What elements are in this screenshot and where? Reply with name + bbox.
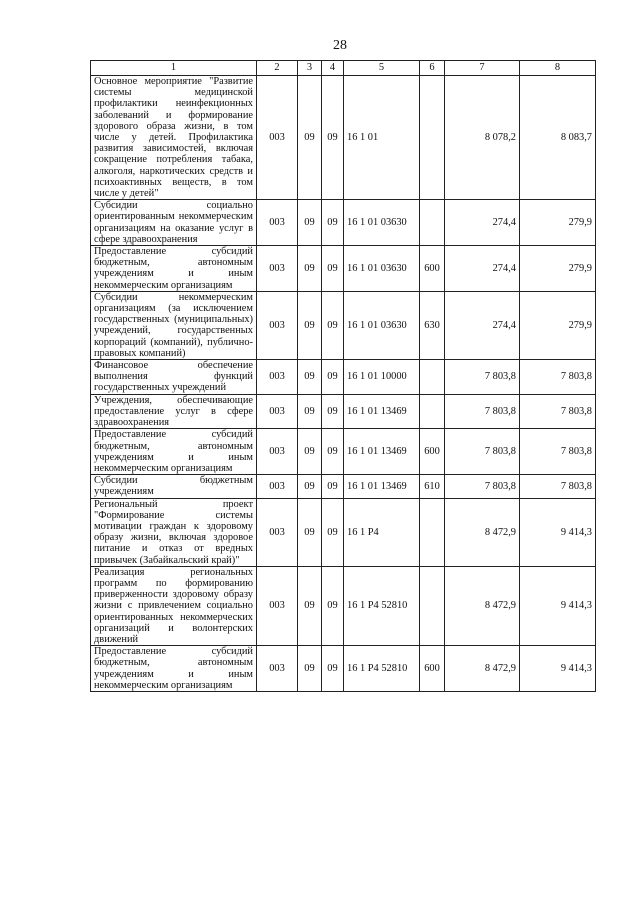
row-subsection: 09: [322, 360, 344, 395]
row-csr: 16 1 01 13469: [344, 429, 420, 475]
row-subsection: 09: [322, 566, 344, 645]
row-name: Основное мероприятие "Развитие системы медицинской профилактики неинфекционных заболеваний и формирование здорового образа жизни, в том числе у детей. Профилактика развития зависимостей, включая сокращение потребления табака, алкоголя, наркотических средств и психоактивных веществ, в том числе у детей": [91, 76, 257, 200]
row-sum2: 8 083,7: [520, 76, 596, 200]
row-vr: 600: [420, 646, 445, 692]
row-ministry: 003: [257, 475, 298, 498]
row-name: Предоставление субсидий бюджетным, автономным учреждениям и иным некоммерческим организациям: [91, 246, 257, 292]
col-header-subsection: 4: [322, 61, 344, 76]
row-ministry: 003: [257, 646, 298, 692]
table-row: [91, 360, 596, 395]
row-name: Учреждения, обеспечивающие предоставление услуг в сфере здравоохранения: [91, 394, 257, 429]
header-row: [91, 61, 596, 76]
row-sum2: 9 414,3: [520, 498, 596, 566]
row-name: Региональный проект "Формирование системы мотивации граждан к здоровому образу жизни, включая здоровое питание и отказ от вредных привычек (Забайкальский край)": [91, 498, 257, 566]
page-number: 28: [333, 38, 347, 53]
row-vr: [420, 566, 445, 645]
row-name: Финансовое обеспечение выполнения функций государственных учреждений: [91, 360, 257, 395]
row-subsection: 09: [322, 291, 344, 359]
row-name: Субсидии некоммерческим организациям (за исключением государственных (муниципальных) учреждений, государственных корпораций (компаний), публично-правовых компаний): [91, 291, 257, 359]
row-csr: 16 1 01 10000: [344, 360, 420, 395]
row-section: 09: [298, 200, 322, 246]
table-row: [91, 394, 596, 429]
row-subsection: 09: [322, 246, 344, 292]
row-section: 09: [298, 246, 322, 292]
table-row: [91, 291, 596, 359]
col-header-name: 1: [91, 61, 257, 76]
row-subsection: 09: [322, 76, 344, 200]
row-sum1: 8 472,9: [445, 498, 520, 566]
row-subsection: 09: [322, 475, 344, 498]
row-sum2: 7 803,8: [520, 394, 596, 429]
row-vr: [420, 200, 445, 246]
row-vr: [420, 76, 445, 200]
row-subsection: 09: [322, 394, 344, 429]
table-row: [91, 498, 596, 566]
row-sum2: 279,9: [520, 246, 596, 292]
col-header-sum2: 8: [520, 61, 596, 76]
budget-table: [90, 60, 596, 692]
row-vr: 610: [420, 475, 445, 498]
col-header-ministry: 2: [257, 61, 298, 76]
table-row: [91, 246, 596, 292]
row-name: Предоставление субсидий бюджетным, автономным учреждениям и иным некоммерческим организациям: [91, 646, 257, 692]
row-name: Реализация региональных программ по формированию приверженности здоровому образу жизни с привлечением социально ориентированных некоммерческих организаций и волонтерских движений: [91, 566, 257, 645]
row-vr: 600: [420, 429, 445, 475]
row-sum2: 279,9: [520, 291, 596, 359]
row-ministry: 003: [257, 566, 298, 645]
row-csr: 16 1 01 13469: [344, 475, 420, 498]
row-sum1: 8 078,2: [445, 76, 520, 200]
row-sum1: 7 803,8: [445, 429, 520, 475]
table-row: [91, 646, 596, 692]
row-section: 09: [298, 566, 322, 645]
row-vr: [420, 394, 445, 429]
row-ministry: 003: [257, 291, 298, 359]
row-subsection: 09: [322, 646, 344, 692]
table-row: [91, 475, 596, 498]
row-sum2: 9 414,3: [520, 566, 596, 645]
col-header-section: 3: [298, 61, 322, 76]
row-sum1: 7 803,8: [445, 394, 520, 429]
row-vr: 630: [420, 291, 445, 359]
row-vr: 600: [420, 246, 445, 292]
row-sum2: 7 803,8: [520, 360, 596, 395]
row-section: 09: [298, 291, 322, 359]
row-ministry: 003: [257, 246, 298, 292]
row-sum2: 7 803,8: [520, 429, 596, 475]
row-name: Субсидии социально ориентированным некоммерческим организациям на оказание услуг в сфере здравоохранения: [91, 200, 257, 246]
row-sum2: 279,9: [520, 200, 596, 246]
row-sum1: 274,4: [445, 200, 520, 246]
row-csr: 16 1 01 13469: [344, 394, 420, 429]
row-sum2: 7 803,8: [520, 475, 596, 498]
table-row: [91, 200, 596, 246]
row-csr: 16 1 01: [344, 76, 420, 200]
row-vr: [420, 360, 445, 395]
row-csr: 16 1 P4: [344, 498, 420, 566]
col-header-vr: 6: [420, 61, 445, 76]
col-header-sum1: 7: [445, 61, 520, 76]
row-name: Субсидии бюджетным учреждениям: [91, 475, 257, 498]
row-ministry: 003: [257, 200, 298, 246]
row-section: 09: [298, 646, 322, 692]
row-subsection: 09: [322, 429, 344, 475]
row-section: 09: [298, 475, 322, 498]
row-sum1: 8 472,9: [445, 566, 520, 645]
row-csr: 16 1 01 03630: [344, 246, 420, 292]
row-section: 09: [298, 429, 322, 475]
row-csr: 16 1 P4 52810: [344, 566, 420, 645]
col-header-csr: 5: [344, 61, 420, 76]
row-section: 09: [298, 360, 322, 395]
row-sum1: 7 803,8: [445, 475, 520, 498]
row-csr: 16 1 01 03630: [344, 291, 420, 359]
row-ministry: 003: [257, 76, 298, 200]
row-sum1: 274,4: [445, 291, 520, 359]
row-ministry: 003: [257, 498, 298, 566]
row-sum2: 9 414,3: [520, 646, 596, 692]
row-ministry: 003: [257, 360, 298, 395]
row-vr: [420, 498, 445, 566]
row-subsection: 09: [322, 200, 344, 246]
table-row: [91, 76, 596, 200]
row-subsection: 09: [322, 498, 344, 566]
row-section: 09: [298, 498, 322, 566]
table-row: [91, 566, 596, 645]
row-section: 09: [298, 394, 322, 429]
row-name: Предоставление субсидий бюджетным, автономным учреждениям и иным некоммерческим организациям: [91, 429, 257, 475]
row-sum1: 8 472,9: [445, 646, 520, 692]
row-csr: 16 1 01 03630: [344, 200, 420, 246]
row-ministry: 003: [257, 394, 298, 429]
table-row: [91, 429, 596, 475]
row-sum1: 7 803,8: [445, 360, 520, 395]
row-section: 09: [298, 76, 322, 200]
row-csr: 16 1 P4 52810: [344, 646, 420, 692]
row-ministry: 003: [257, 429, 298, 475]
row-sum1: 274,4: [445, 246, 520, 292]
